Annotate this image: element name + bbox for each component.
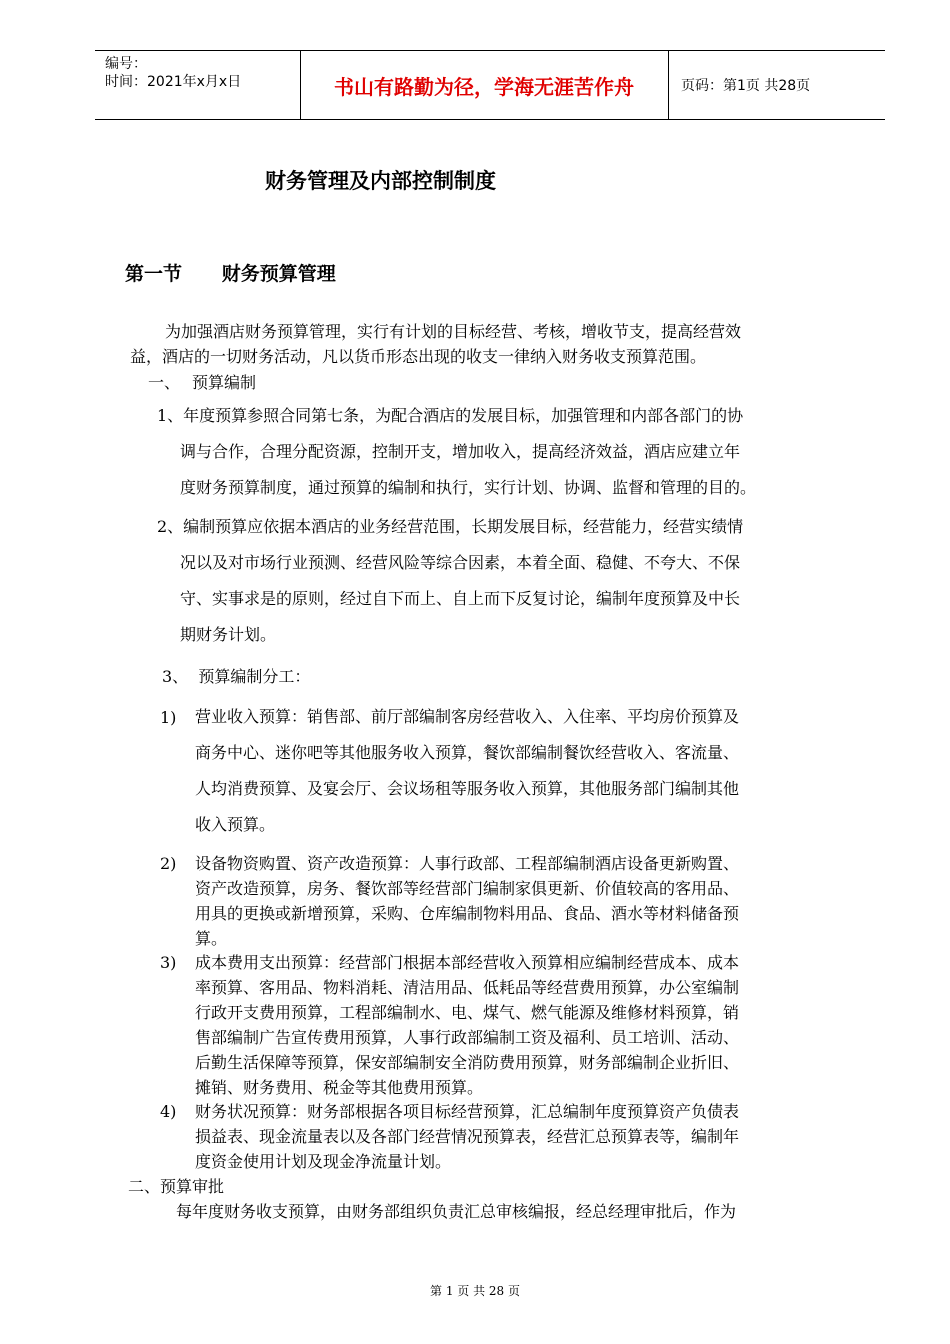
part1-heading: 预算编制: [192, 373, 257, 392]
sub3-line: 成本费用支出预算：经营部门根据本部经营收入预算相应编制经营成本、成本: [195, 953, 740, 972]
part1-marker: 一、: [148, 373, 181, 392]
sub2-line: 用具的更换或新增预算，采购、仓库编制物料用品、食品、酒水等材料储备预: [195, 904, 740, 923]
sub3-line: 后勤生活保障等预算，保安部编制安全消防费用预算，财务部编制企业折旧、: [195, 1053, 740, 1072]
header-divider: [668, 51, 669, 119]
sub4-line: 损益表、现金流量表以及各部门经营情况预算表，经营汇总预算表等，编制年: [195, 1127, 740, 1146]
part2-heading: 二、预算审批: [128, 1177, 225, 1196]
section-name: 财务预算管理: [221, 263, 336, 285]
section-title: [125, 259, 336, 286]
sub1-line: 商务中心、迷你吧等其他服务收入预算，餐饮部编制餐饮经营收入、客流量、: [195, 743, 740, 762]
item2-line: 期财务计划。: [180, 625, 277, 644]
intro-line: 为加强酒店财务预算管理，实行有计划的目标经营、考核，增收节支，提高经营效: [165, 322, 742, 341]
sub2-line: 算。: [195, 929, 228, 948]
item2-line: 况以及对市场行业预测、经营风险等综合因素，本着全面、稳健、不夸大、不保: [180, 553, 741, 572]
header-meta: [105, 55, 241, 91]
sub1-line: 营业收入预算：销售部、前厅部编制客房经营收入、入住率、平均房价预算及: [195, 707, 740, 726]
sub3-line: 摊销、财务费用、税金等其他费用预算。: [195, 1078, 484, 1097]
part2-text-line: 每年度财务收支预算，由财务部组织负责汇总审核编报，经总经理审批后，作为: [176, 1202, 737, 1221]
sub3-line: 率预算、客用品、物料消耗、清洁用品、低耗品等经营费用预算，办公室编制: [195, 978, 740, 997]
item1-line: 调与合作，合理分配资源，控制开支，增加收入，提高经济效益，酒店应建立年: [180, 442, 741, 461]
document-header: [95, 50, 885, 120]
sub2-number: 2): [160, 854, 177, 873]
sub4-line: 财务状况预算：财务部根据各项目标经营预算，汇总编制年度预算资产负债表: [195, 1102, 740, 1121]
item2-line: 守、实事求是的原则，经过自下而上、自上而下反复讨论，编制年度预算及中长: [180, 589, 741, 608]
document-title: 财务管理及内部控制制度: [265, 169, 496, 193]
sub3-number: 3): [160, 953, 177, 972]
sub1-line: 人均消费预算、及宴会厅、会议场租等服务收入预算，其他服务部门编制其他: [195, 779, 740, 798]
sub3-line: 售部编制广告宣传费用预算，人事行政部编制工资及福利、员工培训、活动、: [195, 1028, 740, 1047]
sub4-number: 4): [160, 1102, 177, 1121]
sub3-line: 行政开支费用预算，工程部编制水、电、煤气、燃气能源及维修材料预算，销: [195, 1003, 740, 1022]
section-number: 第一节: [125, 263, 183, 285]
item2-line: 2、编制预算应依据本酒店的业务经营范围，长期发展目标，经营能力，经营实绩情: [157, 517, 744, 536]
item1-line: 度财务预算制度，通过预算的编制和执行，实行计划、协调、监督和管理的目的。: [180, 478, 757, 497]
serial-number-label: 编号：: [105, 56, 147, 72]
header-motto: 书山有路勤为径，学海无涯苦作舟: [334, 74, 634, 99]
sub2-line: 资产改造预算，房务、餐饮部等经营部门编制家俱更新、价值较高的客用品、: [195, 879, 740, 898]
time-label: 时间：2021年x月x日: [105, 74, 242, 90]
intro-line: 益，酒店的一切财务活动，凡以货币形态出现的收支一律纳入财务收支预算范围。: [130, 347, 707, 366]
sub2-line: 设备物资购置、资产改造预算：人事行政部、工程部编制酒店设备更新购置、: [195, 854, 740, 873]
page-footer: 第 1 页 共 28 页: [430, 1284, 520, 1298]
sub1-number: 1): [160, 708, 177, 727]
item3-heading: 3、 预算编制分工：: [162, 667, 311, 686]
item1-line: 1、年度预算参照合同第七条，为配合酒店的发展目标，加强管理和内部各部门的协: [157, 406, 744, 425]
sub4-line: 度资金使用计划及现金净流量计划。: [195, 1152, 452, 1171]
sub1-line: 收入预算。: [195, 815, 276, 834]
header-page-info: 页码：第1页 共28页: [681, 78, 811, 94]
